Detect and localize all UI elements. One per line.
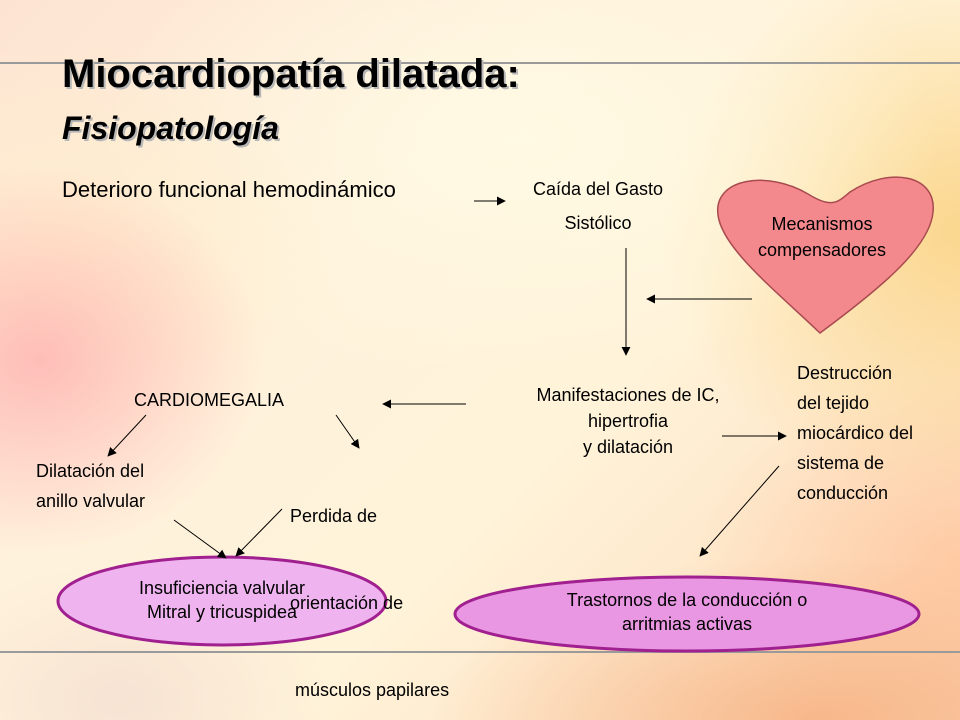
arrow-dilatacion-to-insuficiencia bbox=[174, 520, 226, 558]
slide-title: Miocardiopatía dilatada: bbox=[62, 52, 520, 96]
node-dilatacion-line2: anillo valvular bbox=[36, 491, 146, 511]
oval-trastornos-line1: Trastornos de la conducción o bbox=[566, 590, 808, 610]
node-dilatacion-line1: Dilatación del bbox=[36, 461, 145, 481]
node-caida-line2: Sistólico bbox=[564, 213, 632, 233]
node-destruccion-line1: Destrucción bbox=[797, 363, 893, 383]
node-caida-line1: Caída del Gasto bbox=[532, 179, 664, 199]
node-manifestaciones-line3: y dilatación bbox=[582, 437, 674, 457]
node-destruccion-line4: sistema de bbox=[797, 453, 885, 473]
node-mecanismos bbox=[732, 211, 912, 263]
node-cardiomegalia: CARDIOMEGALIA bbox=[134, 390, 285, 410]
arrow-perdida-to-insuficiencia bbox=[236, 509, 282, 556]
node-dilatacion bbox=[36, 456, 145, 516]
node-manifestaciones-line1: Manifestaciones de IC, bbox=[536, 385, 720, 405]
arrow-destruccion-to-trastornos bbox=[700, 466, 779, 556]
oval-insuficiencia-line2: Mitral y tricuspidea bbox=[146, 602, 298, 622]
node-mecanismos-line2: compensadores bbox=[757, 240, 887, 260]
node-destruccion-line5: conducción bbox=[797, 483, 889, 503]
node-deterioro: Deterioro funcional hemodinámico bbox=[62, 177, 396, 202]
node-manifestaciones bbox=[498, 382, 758, 460]
node-perdida-line3: músculos papilares bbox=[290, 680, 450, 700]
node-perdida-line2: orientación de bbox=[290, 593, 404, 613]
node-destruccion bbox=[797, 358, 913, 508]
arrow-cardiomegalia-to-dilatacion bbox=[108, 415, 146, 456]
node-perdida-line1: Perdida de bbox=[290, 506, 378, 526]
node-caida bbox=[500, 172, 696, 240]
oval-insuficiencia-line1: Insuficiencia valvular bbox=[138, 578, 306, 598]
oval-trastornos-line2: arritmias activas bbox=[621, 614, 753, 634]
node-manifestaciones-line2: hipertrofia bbox=[587, 411, 669, 431]
node-destruccion-line2: del tejido bbox=[797, 393, 870, 413]
oval-insuficiencia-label bbox=[72, 576, 372, 624]
oval-trastornos-label bbox=[487, 588, 887, 636]
node-mecanismos-line1: Mecanismos bbox=[771, 214, 873, 234]
slide-subtitle: Fisiopatología bbox=[62, 110, 279, 146]
node-destruccion-line3: miocárdico del bbox=[797, 423, 914, 443]
